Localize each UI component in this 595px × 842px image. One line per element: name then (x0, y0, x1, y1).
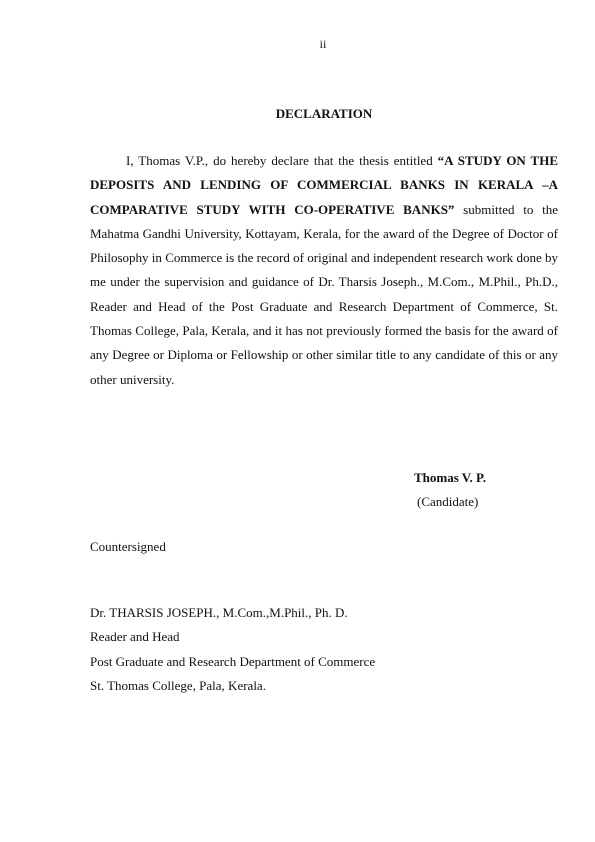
candidate-signature-block (414, 470, 486, 510)
countersigned-label: Countersigned (90, 539, 166, 554)
supervisor-position: Reader and Head (90, 629, 180, 645)
declaration-intro: I, Thomas V.P., do hereby declare that the thesis entitled (126, 153, 438, 168)
declaration-rest: submitted to the Mahatma Gandhi University, Kottayam, Kerala, for the award of the Degree of Doctor of Philosophy in Commerce is the record of original and independent research work done by me under the supervision and guidance of Dr. Tharsis Joseph., M.Com., M.Phil., Ph.D., Reader and Head of the Post Graduate and Research Department of Commerce, St. Thomas College, Pala, Kerala, and it has not previously formed the basis for the award of any Degree or Diploma or Fellowship or other similar title to any candidate of this or any other university. (90, 201, 558, 387)
declaration-paragraph (90, 149, 558, 392)
supervisor-institution: St. Thomas College, Pala, Kerala. (90, 677, 266, 693)
supervisor-block (90, 601, 375, 698)
supervisor-department: Post Graduate and Research Department of Commerce (90, 653, 376, 669)
supervisor-name: Dr. THARSIS JOSEPH., M.Com.,M.Phil., Ph. D. (90, 605, 348, 620)
thesis-title: “A STUDY ON THE DEPOSITS AND LENDING OF COMMERCIAL BANKS IN KERALA –A COMPARATIVE STUDY WITH CO-OPERATIVE BANKS” (90, 153, 558, 217)
page-title: DECLARATION (275, 106, 373, 121)
page-number: ii (319, 37, 327, 51)
candidate-role: (Candidate) (417, 494, 479, 509)
candidate-name: Thomas V. P. (414, 470, 487, 485)
